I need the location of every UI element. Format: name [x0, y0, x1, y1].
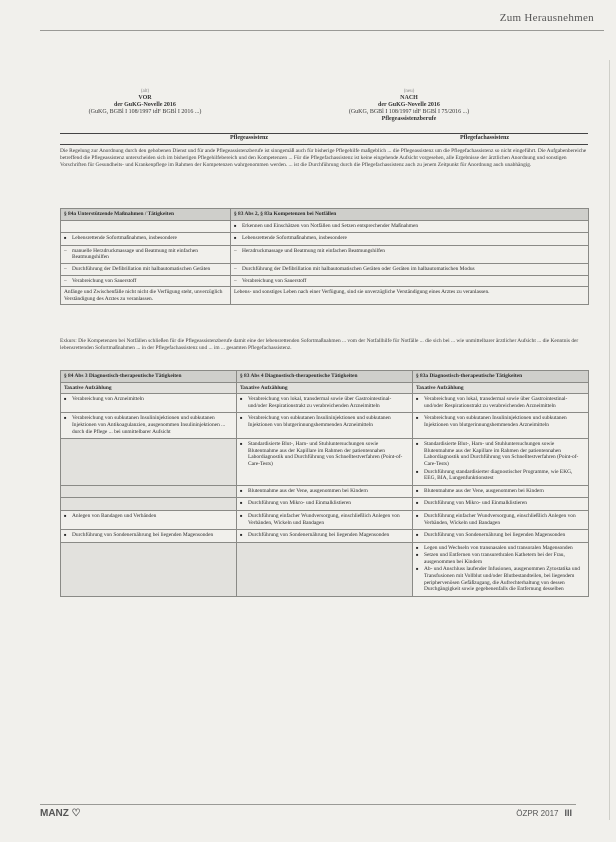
table-row [61, 220, 589, 233]
diag-cell-c2 [237, 530, 413, 543]
diag-cell-c1 [61, 413, 237, 439]
table-row [61, 542, 589, 596]
column-header-new-title: der GuKG-Novelle 2016 [378, 102, 440, 108]
column-header-old-ref: (GuKG, BGBl I 108/1997 idF BGBl I 2016 ...) [88, 109, 202, 115]
diag-cell-c2 [237, 542, 413, 596]
logo-heart-icon: ♡ [71, 808, 81, 819]
notfall-table [60, 208, 589, 305]
bullet-item: ■ Erkennen und Einschätzen von Notfällen und Setzen entsprechender Maßnahmen [234, 223, 585, 230]
header-rule [40, 30, 604, 31]
notfall-cell-right [231, 245, 589, 263]
exkurs-paragraph: Exkurs: Die Kompetenzen bei Notfällen schließen für die Pflegeassistenzberufe damit eine der lebensrettenden Sofortmaßnahmen ... vom der Notfallhilfe für Notfälle ... die sich bei ... wie unmittelbarer ärztlicher Aufsicht ... die Kenntnis der lebensrettenden Sofortmaßnahmen ... in der Pflegefachassistenz und ... im ... gesamten Pflegefachassistenz. [60, 338, 579, 351]
diag-cell-c2 [237, 439, 413, 486]
footer-info [516, 808, 572, 818]
page-edge [609, 60, 616, 820]
bullet-item: ■ Verabreichung von subkutanen Insulininjektionen und subkutanen Injektionen von Antikoagulanzien, ausgenommen Insulininjektionen ... durch die Pflege ... bei unmittelbarer Aufsicht [64, 415, 233, 435]
page-number: III [564, 808, 572, 818]
table-row [61, 263, 589, 275]
diag-sub-1: Taxative Aufzählung [61, 382, 237, 394]
diag-cell-c2 [237, 394, 413, 413]
bullet-item: ■ Verabreichung von subkutanen Insulininjektionen und subkutanen Injektionen von blutgerinnungshemmenden Arzneimitteln [240, 415, 409, 428]
column-header-old-tag: (alt) [140, 89, 150, 94]
diag-cell-c1 [61, 510, 237, 529]
diag-cell-c1 [61, 530, 237, 543]
bullet-item: ■ Verabreichung von lokal, transdermal sowie über Gastrointestinal- und/oder Respirationstrakt zu verabreichenden Arzneimitteln [416, 396, 585, 409]
diag-cell-c1 [61, 439, 237, 486]
bullet-item: ■ Durchführung von Sondenernährung bei liegenden Magensonden [240, 532, 409, 539]
table-row [61, 394, 589, 413]
diag-cell-c2 [237, 413, 413, 439]
dash-item: – manuelle Herzdruckmassage und Beatmung mit einfachen Beatmungshilfen [64, 248, 227, 261]
diag-header-2: § 83 Abs 4 Diagnostisch-therapeutische Tätigkeiten [237, 371, 413, 383]
column-header-old-label: VOR [138, 95, 152, 101]
bullet-item: ■ Setzen und Entfernen von transurethralen Kathetern bei der Frau, ausgenommen bei Kindern [416, 552, 585, 565]
table-row [61, 245, 589, 263]
diag-cell-c3 [413, 498, 589, 511]
bullet-item: ■ Durchführung von Mikro- und Einmalklistieren [240, 500, 409, 507]
diag-cell-c1 [61, 498, 237, 511]
intro-paragraph: Die Regelung zur Anordnung durch den gehobenen Dienst und für ande Pflegeassistenzberufe ist sinngemäß auch für bisherige Pflegehilfe maßgeblich ... die Pflegeassistenz um die Pflegefachassistenz so nicht eingeführt. Die Aufgabenbereiche betreffend die Pflegeassistenz unterscheiden sich im bisherigen Pflegehilfebereich und den Kompetenzen ... Für die Pflegefachassistenz ist keine eingehende Aufsicht vorgesehen, alle Ergebnisse der ärztlichen Anordnung und sonstigen Vorschriften für Gesundheits- und Krankenpflege im Rahmen der Kompetenzen wahrgenommen werden. ... ist die Durchführung durch die Pflegefachassistenz auch zu jenem Zeitpunkt für Anordnung auch unabhängig. [60, 148, 587, 168]
diag-header-3: § 83a Diagnostisch-therapeutische Tätigkeiten [413, 371, 589, 383]
bullet-item: ■ Lebensrettende Sofortmaßnahmen, insbesondere [234, 235, 585, 242]
diag-cell-c3 [413, 510, 589, 529]
dash-item: – Durchführung der Defibrillation mit halbautomatischen Geräten oder Geräten im halbautomatischen Modus [234, 266, 585, 273]
notfall-cell-right [231, 220, 589, 233]
bullet-item: ■ Durchführung einfacher Wundversorgung, einschließlich Anlegen von Verbänden, Wickeln und Bandagen [416, 513, 585, 526]
footer-rule [40, 804, 576, 805]
notfall-header-left: § 84a Unterstützende Maßnahmen / Tätigkeiten [61, 209, 231, 221]
bullet-item: ■ Standardisierte Blut-, Harn- und Stuhluntersuchungen sowie Blutentnahme aus der Kapillare im Rahmen der patientennahen Labordiagnostik und Durchführung von Schnelltestverfahren (Point-of-Care-Tests) [240, 441, 409, 467]
publisher-logo: MANZ ♡ [40, 808, 81, 819]
notfall-cell-left [61, 245, 231, 263]
dash-item: – Durchführung der Defibrillation mit halbautomatischen Geräten [64, 266, 227, 273]
diag-header-1: § 84 Abs 3 Diagnostisch-therapeutische Tätigkeiten [61, 371, 237, 383]
dash-item: – Herzdruckmassage und Beatmung mit einfachen Beatmungshilfen [234, 248, 585, 255]
column-header-new-subtitle: Pflegeassistenzberufe [381, 116, 437, 122]
diag-cell-c1 [61, 485, 237, 498]
diag-sub-3: Taxative Aufzählung [413, 382, 589, 394]
column-header-old-title: der GuKG-Novelle 2016 [114, 102, 176, 108]
column-header-new-ref: (GuKG, BGBl I 108/1997 idF BGBl I 75/2016 ...) [348, 109, 470, 115]
bullet-item: ■ Verabreichung von Arzneimitteln [64, 396, 233, 403]
column-header-new-tag: (neu) [403, 89, 415, 94]
bullet-item: ■ Ab- und Anschluss laufender Infusionen, ausgenommen Zytostatika und Transfusionen mit Vollblut und/oder Blutbestandteilen, bei liegendem periphervenösen Gefäßzugang, die Aufrechterhaltung von dessen Durchgängigkeit sowie gegebenenfalls die Entfernung desselben [416, 566, 585, 592]
bullet-item: ■ Verabreichung von lokal, transdermal sowie über Gastrointestinal- und/oder Respirationstrakt zu verabreichenden Arzneimitteln [240, 396, 409, 409]
dash-item: – Verabreichung von Sauerstoff [64, 278, 227, 285]
diag-cell-c3 [413, 439, 589, 486]
bullet-item: ■ Durchführung einfacher Wundversorgung, einschließlich Anlegen von Verbänden, Wickeln und Bandagen [240, 513, 409, 526]
profession-right: Pflegefachassistenz [460, 135, 509, 141]
bullet-item: ■ Standardisierte Blut-, Harn- und Stuhluntersuchungen sowie Blutentnahme aus der Kapillare im Rahmen der patientennahen Labordiagnostik und Durchführung von Schnelltestverfahren (Point-of-Care-Tests) [416, 441, 585, 467]
diag-cell-c2 [237, 485, 413, 498]
table-row [61, 275, 589, 287]
diag-cell-c3 [413, 542, 589, 596]
diag-cell-c3 [413, 485, 589, 498]
notfall-cell-left [61, 220, 231, 233]
notfall-cell-right: Lebens- und sonstiges Leben nach einer Verfügung, sind sie unverzügliche Verständigung eines Arztes zu veranlassen. [231, 287, 589, 305]
notfall-cell-right [231, 263, 589, 275]
notfall-cell-left [61, 263, 231, 275]
bullet-item: ■ Durchführung standardisierter diagnostischer Programme, wie EKG, EEG, BIA, Lungenfunktionstest [416, 469, 585, 482]
column-header-new-label: NACH [400, 95, 418, 101]
bullet-item: ■ Blutentnahme aus der Vene, ausgenommen bei Kindern [240, 488, 409, 495]
notfall-cell-left [61, 275, 231, 287]
content-frame [60, 88, 588, 806]
table-row [61, 530, 589, 543]
diagnostic-table [60, 370, 589, 597]
bullet-item: ■ Anlegen von Bandagen und Verbänden [64, 513, 233, 520]
bullet-item: ■ Durchführung von Sondenernährung bei liegenden Magensonden [64, 532, 233, 539]
diag-cell-c3 [413, 413, 589, 439]
diag-cell-c3 [413, 394, 589, 413]
diag-cell-c1 [61, 542, 237, 596]
bullet-item: ■ Legen und Wechseln von transnasalen und transoralen Magensonden [416, 545, 585, 552]
notfall-cell-left: Anfänge und Zwischenfälle nicht nicht die Verfügung steht, unverzüglich Verständigung des Arztes zu veranlassen. [61, 287, 231, 305]
bullet-item: ■ Durchführung von Mikro- und Einmalklistieren [416, 500, 585, 507]
column-header-new [230, 88, 588, 123]
table-row [61, 510, 589, 529]
diag-sub-2: Taxative Aufzählung [237, 382, 413, 394]
bullet-item: ■ Lebensrettende Sofortmaßnahmen, insbesondere [64, 235, 227, 242]
bullet-item: ■ Blutentnahme aus der Vene, ausgenommen bei Kindern [416, 488, 585, 495]
diag-cell-c3 [413, 530, 589, 543]
table-row [61, 233, 589, 246]
table-row [61, 413, 589, 439]
notfall-cell-right [231, 233, 589, 246]
profession-row [60, 133, 588, 145]
notfall-cell-right [231, 275, 589, 287]
bullet-item: ■ Durchführung von Sondenernährung bei liegenden Magensonden [416, 532, 585, 539]
table-row [61, 287, 589, 305]
table-row [61, 498, 589, 511]
diag-cell-c1 [61, 394, 237, 413]
profession-left: Pflegeassistenz [230, 135, 268, 141]
table-row [61, 485, 589, 498]
journal-name: ÖZPR 2017 [516, 809, 559, 818]
dash-item: – Verabreichung von Sauerstoff [234, 278, 585, 285]
diag-cell-c2 [237, 510, 413, 529]
bullet-item: ■ Verabreichung von subkutanen Insulininjektionen und subkutanen Injektionen von blutgerinnungshemmenden Arzneimitteln [416, 415, 585, 428]
notfall-cell-left [61, 233, 231, 246]
table-row [61, 439, 589, 486]
notfall-header-right: § 83 Abs 2, § 83a Kompetenzen bei Notfällen [231, 209, 589, 221]
column-header-old [60, 88, 230, 116]
diag-cell-c2 [237, 498, 413, 511]
running-head: Zum Herausnehmen [499, 12, 594, 24]
